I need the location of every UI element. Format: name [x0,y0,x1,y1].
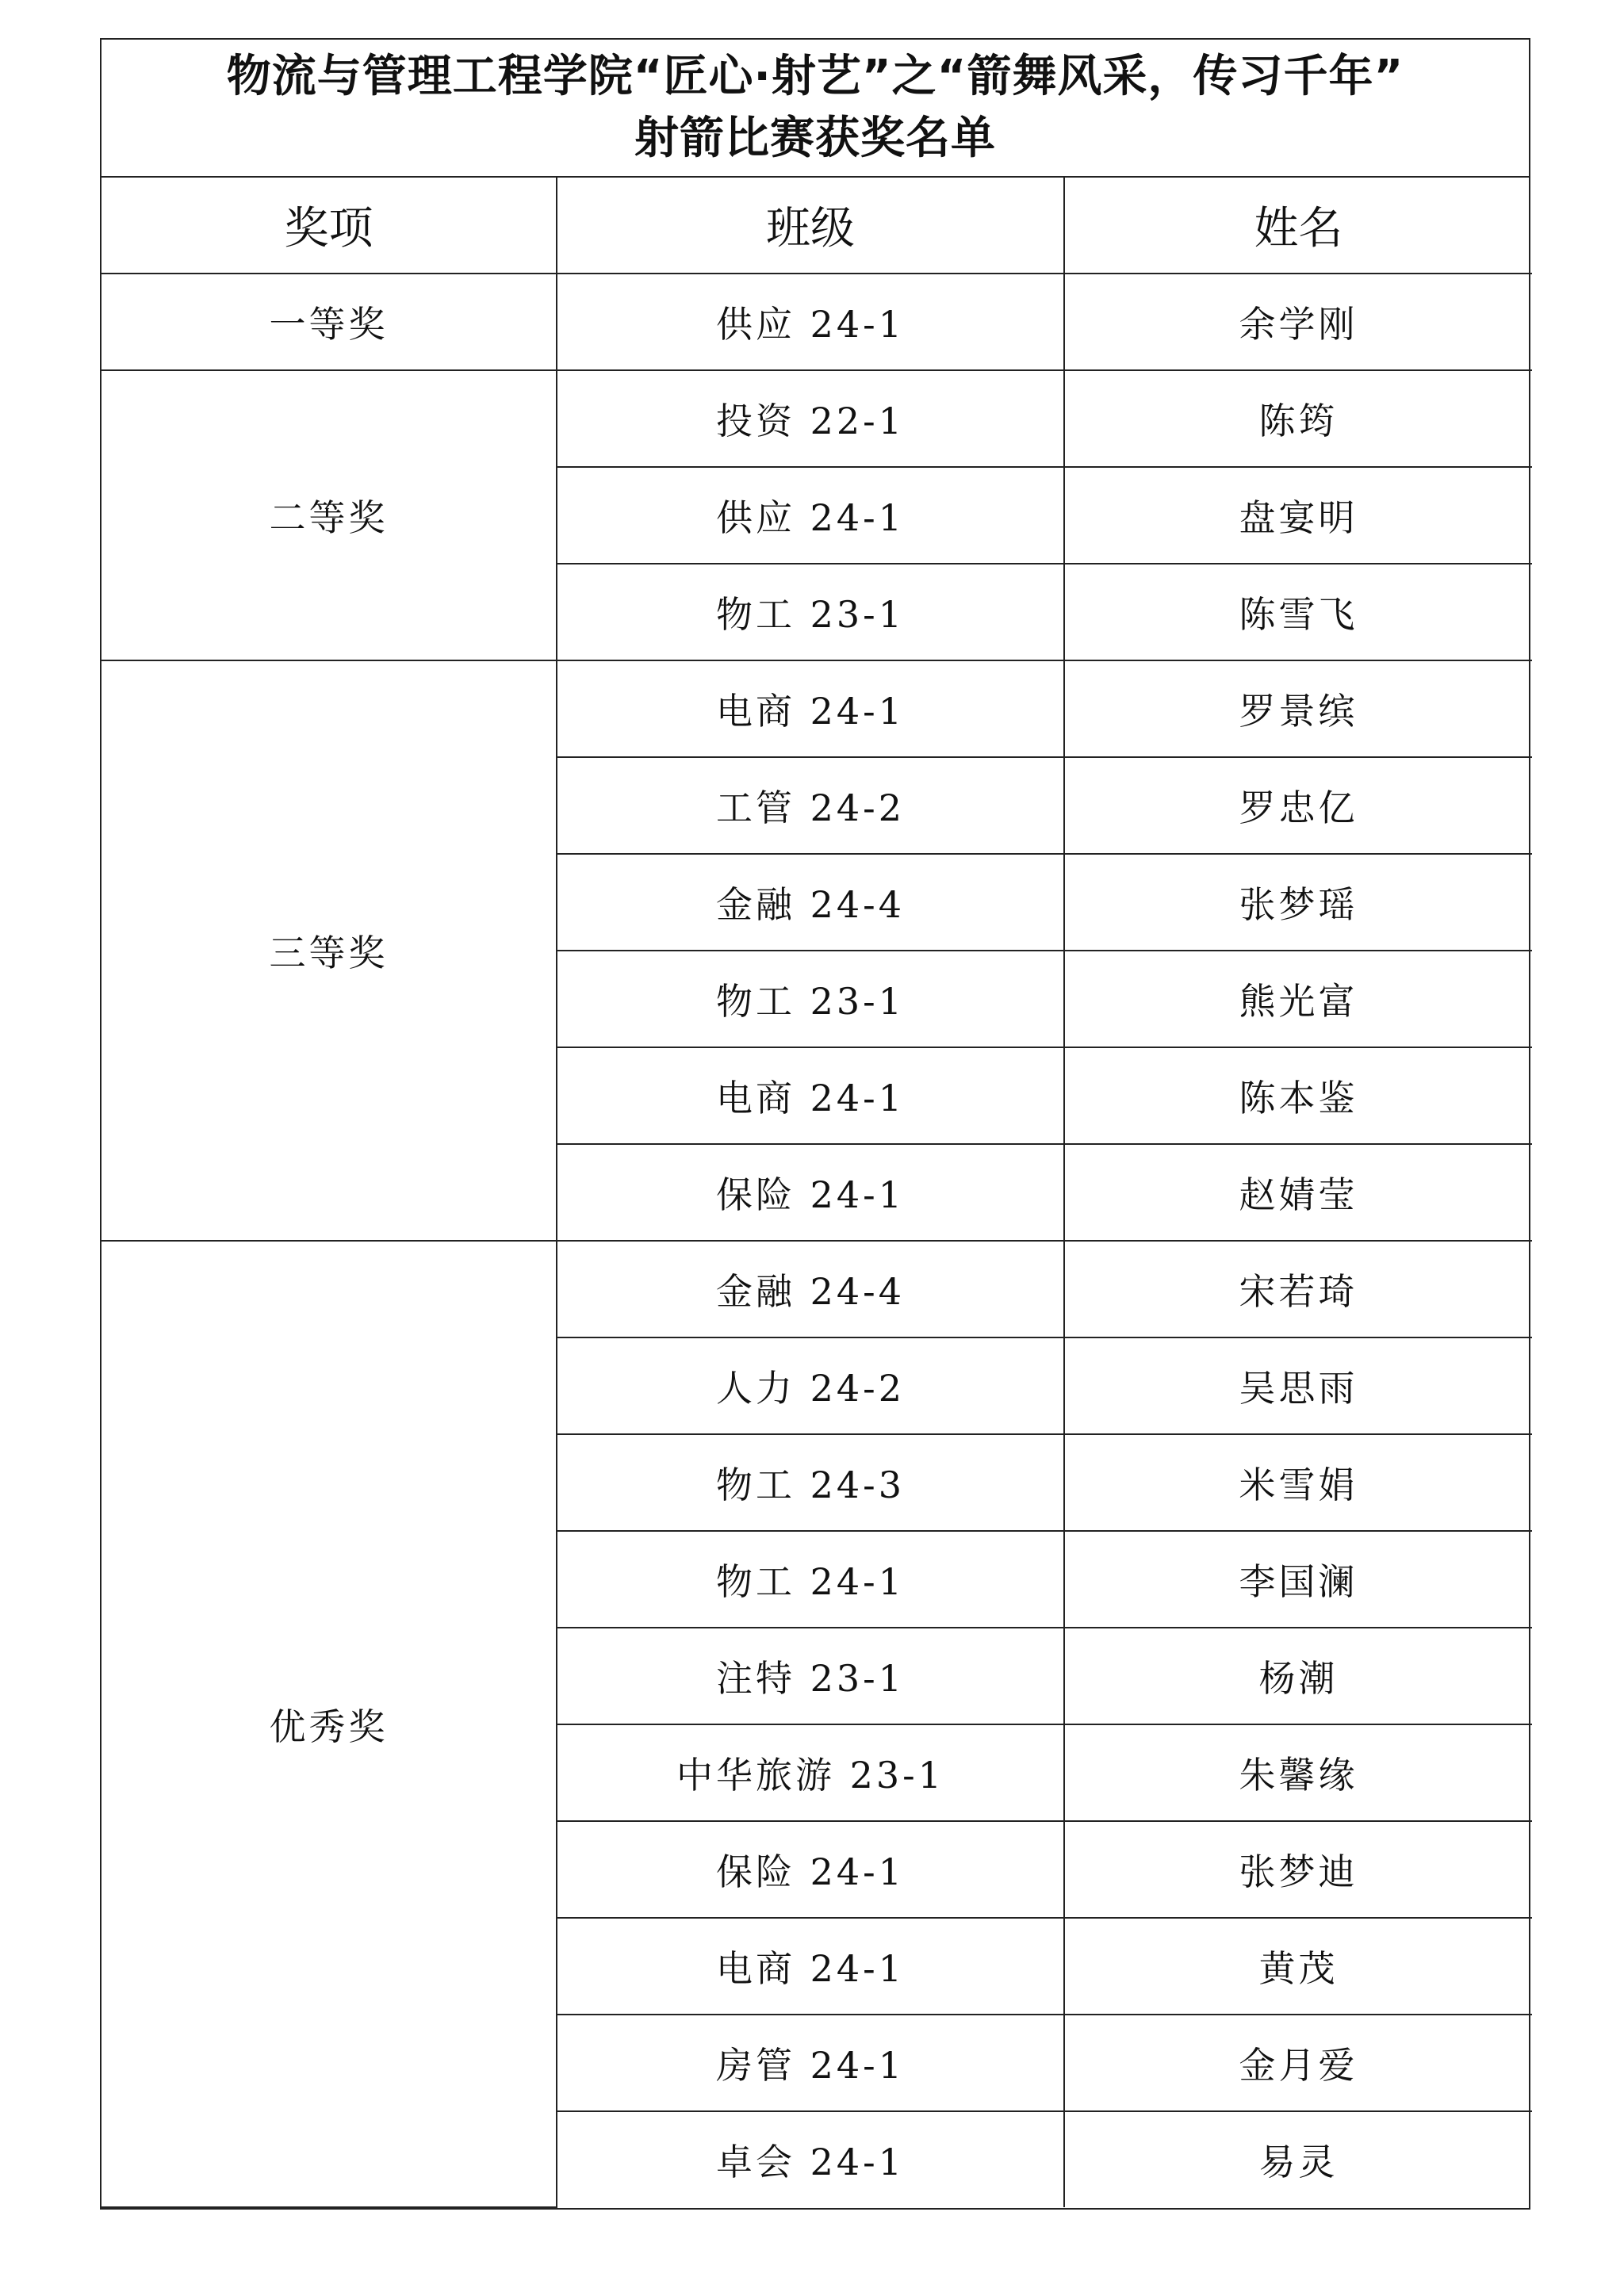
winner-name-cell: 米雪娟 [1064,1434,1532,1531]
award-list-sheet [100,38,1530,2210]
winner-name-cell: 盘宴明 [1064,467,1532,564]
winner-name-cell: 宋若琦 [1064,1241,1532,1337]
award-table [102,178,1532,2208]
class-cell: 注特 23-1 [557,1628,1064,1724]
winner-name-cell: 罗景缤 [1064,660,1532,757]
class-cell: 电商 24-1 [557,660,1064,757]
winner-name-cell: 李国澜 [1064,1531,1532,1628]
table-row [102,370,1532,467]
table-row [102,274,1532,370]
winner-name-cell: 杨潮 [1064,1628,1532,1724]
class-cell: 金融 24-4 [557,854,1064,951]
winner-name-cell: 陈本鉴 [1064,1047,1532,1144]
winner-name-cell: 罗忠亿 [1064,757,1532,854]
class-cell: 物工 24-1 [557,1531,1064,1628]
header-name: 姓名 [1064,178,1532,274]
winner-name-cell: 张梦迪 [1064,1821,1532,1918]
class-cell: 保险 24-1 [557,1144,1064,1241]
class-cell: 物工 24-3 [557,1434,1064,1531]
winner-name-cell: 金月爱 [1064,2015,1532,2111]
table-row [102,660,1532,757]
class-cell: 供应 24-1 [557,467,1064,564]
winner-name-cell: 陈筠 [1064,370,1532,467]
class-cell: 保险 24-1 [557,1821,1064,1918]
winner-name-cell: 张梦瑶 [1064,854,1532,951]
header-class: 班级 [557,178,1064,274]
table-header-row [102,178,1532,274]
class-cell: 物工 23-1 [557,564,1064,660]
award-level-cell: 三等奖 [102,660,557,1241]
class-cell: 房管 24-1 [557,2015,1064,2111]
winner-name-cell: 吴思雨 [1064,1337,1532,1434]
class-cell: 卓会 24-1 [557,2111,1064,2207]
class-cell: 工管 24-2 [557,757,1064,854]
class-cell: 电商 24-1 [557,1047,1064,1144]
class-cell: 中华旅游 23-1 [557,1724,1064,1821]
class-cell: 金融 24-4 [557,1241,1064,1337]
winner-name-cell: 余学刚 [1064,274,1532,370]
document-title [102,40,1529,178]
class-cell: 投资 22-1 [557,370,1064,467]
winner-name-cell: 熊光富 [1064,951,1532,1047]
title-line-2: 射箭比赛获奖名单 [634,113,996,164]
class-cell: 电商 24-1 [557,1918,1064,2015]
table-row [102,1241,1532,1337]
class-cell: 人力 24-2 [557,1337,1064,1434]
award-level-cell: 一等奖 [102,274,557,370]
winner-name-cell: 赵婧莹 [1064,1144,1532,1241]
award-level-cell: 优秀奖 [102,1241,557,2207]
award-level-cell: 二等奖 [102,370,557,660]
winner-name-cell: 黄茂 [1064,1918,1532,2015]
class-cell: 供应 24-1 [557,274,1064,370]
winner-name-cell: 陈雪飞 [1064,564,1532,660]
winner-name-cell: 易灵 [1064,2111,1532,2207]
title-line-1: 物流与管理工程学院“匠心·射艺”之“箭舞风采，传习千年” [226,51,1404,102]
header-award: 奖项 [102,178,557,274]
award-table-body [102,274,1532,2207]
winner-name-cell: 朱馨缘 [1064,1724,1532,1821]
class-cell: 物工 23-1 [557,951,1064,1047]
